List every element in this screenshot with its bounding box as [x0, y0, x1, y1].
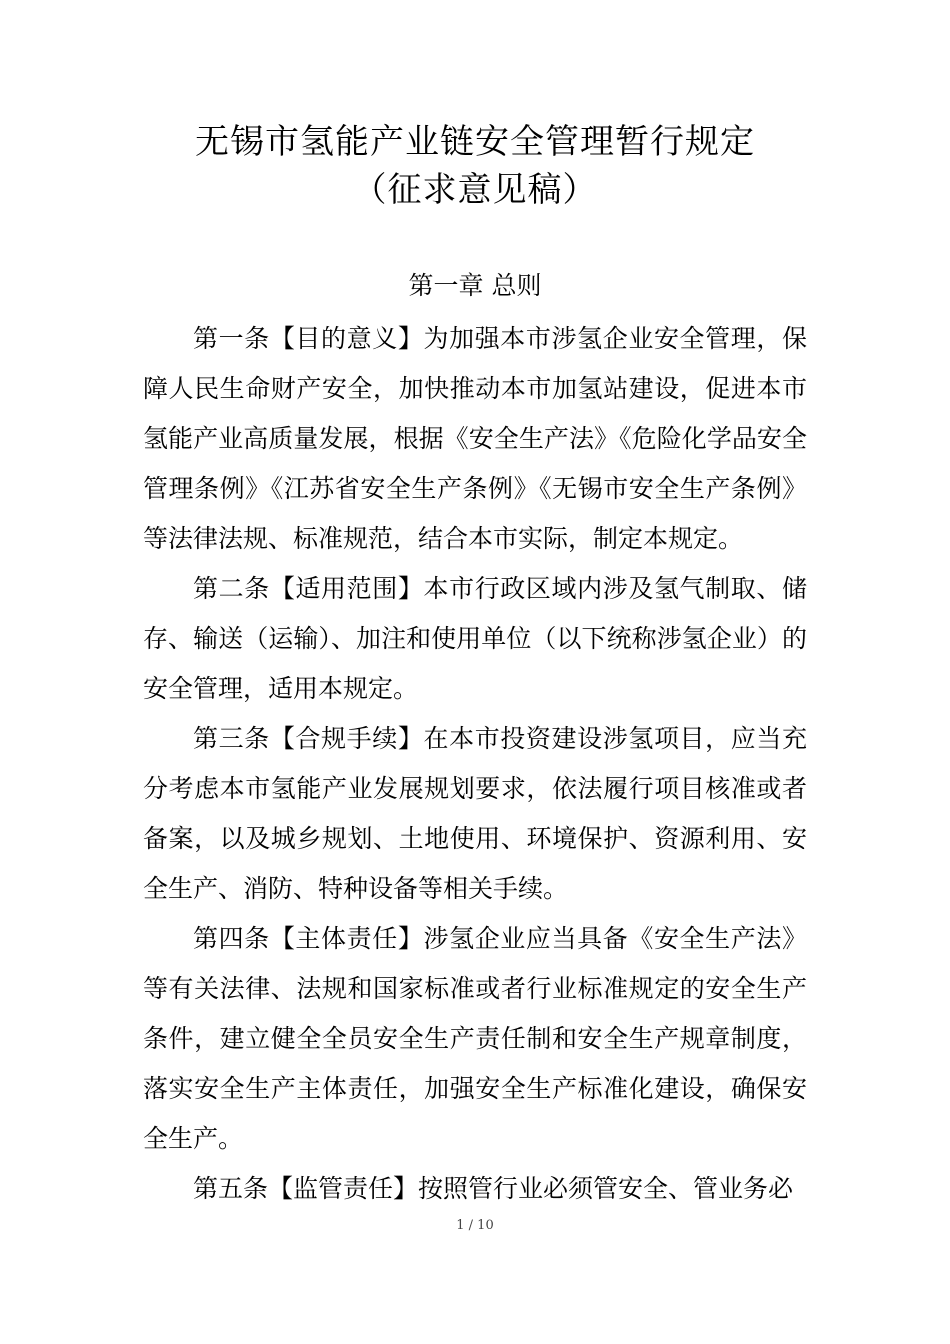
article-4: 第四条【主体责任】涉氢企业应当具备《安全生产法》等有关法律、法规和国家标准或者行业标准规定的安全生产条件，建立健全全员安全生产责任制和安全生产规章制度，落实安全生产主体责任，加强安全生产标准化建设，确保安全生产。	[143, 924, 807, 1153]
chapter-heading: 第一章 总则	[408, 271, 542, 300]
article-3: 第三条【合规手续】在本市投资建设涉氢项目，应当充分考虑本市氢能产业发展规划要求，依法履行项目核准或者备案，以及城乡规划、土地使用、环境保护、资源利用、安全生产、消防、特种设备等相关手续。	[143, 724, 807, 903]
document-body	[143, 314, 807, 1214]
title-block	[0, 118, 950, 214]
document-subtitle: （征求意见稿）	[352, 170, 598, 210]
article-5: 第五条【监管责任】按照管行业必须管安全、管业务必	[193, 1174, 794, 1203]
article-2: 第二条【适用范围】本市行政区域内涉及氢气制取、储存、输送（运输）、加注和使用单位（以下统称涉氢企业）的安全管理，适用本规定。	[143, 574, 807, 703]
page-number: 1 / 10	[456, 1218, 494, 1233]
article-1: 第一条【目的意义】为加强本市涉氢企业安全管理，保障人民生命财产安全，加快推动本市加氢站建设，促进本市氢能产业高质量发展，根据《安全生产法》《危险化学品安全管理条例》《江苏省安全生产条例》《无锡市安全生产条例》等法律法规、标准规范，结合本市实际，制定本规定。	[143, 324, 807, 553]
document-title: 无锡市氢能产业链安全管理暂行规定	[195, 122, 755, 162]
